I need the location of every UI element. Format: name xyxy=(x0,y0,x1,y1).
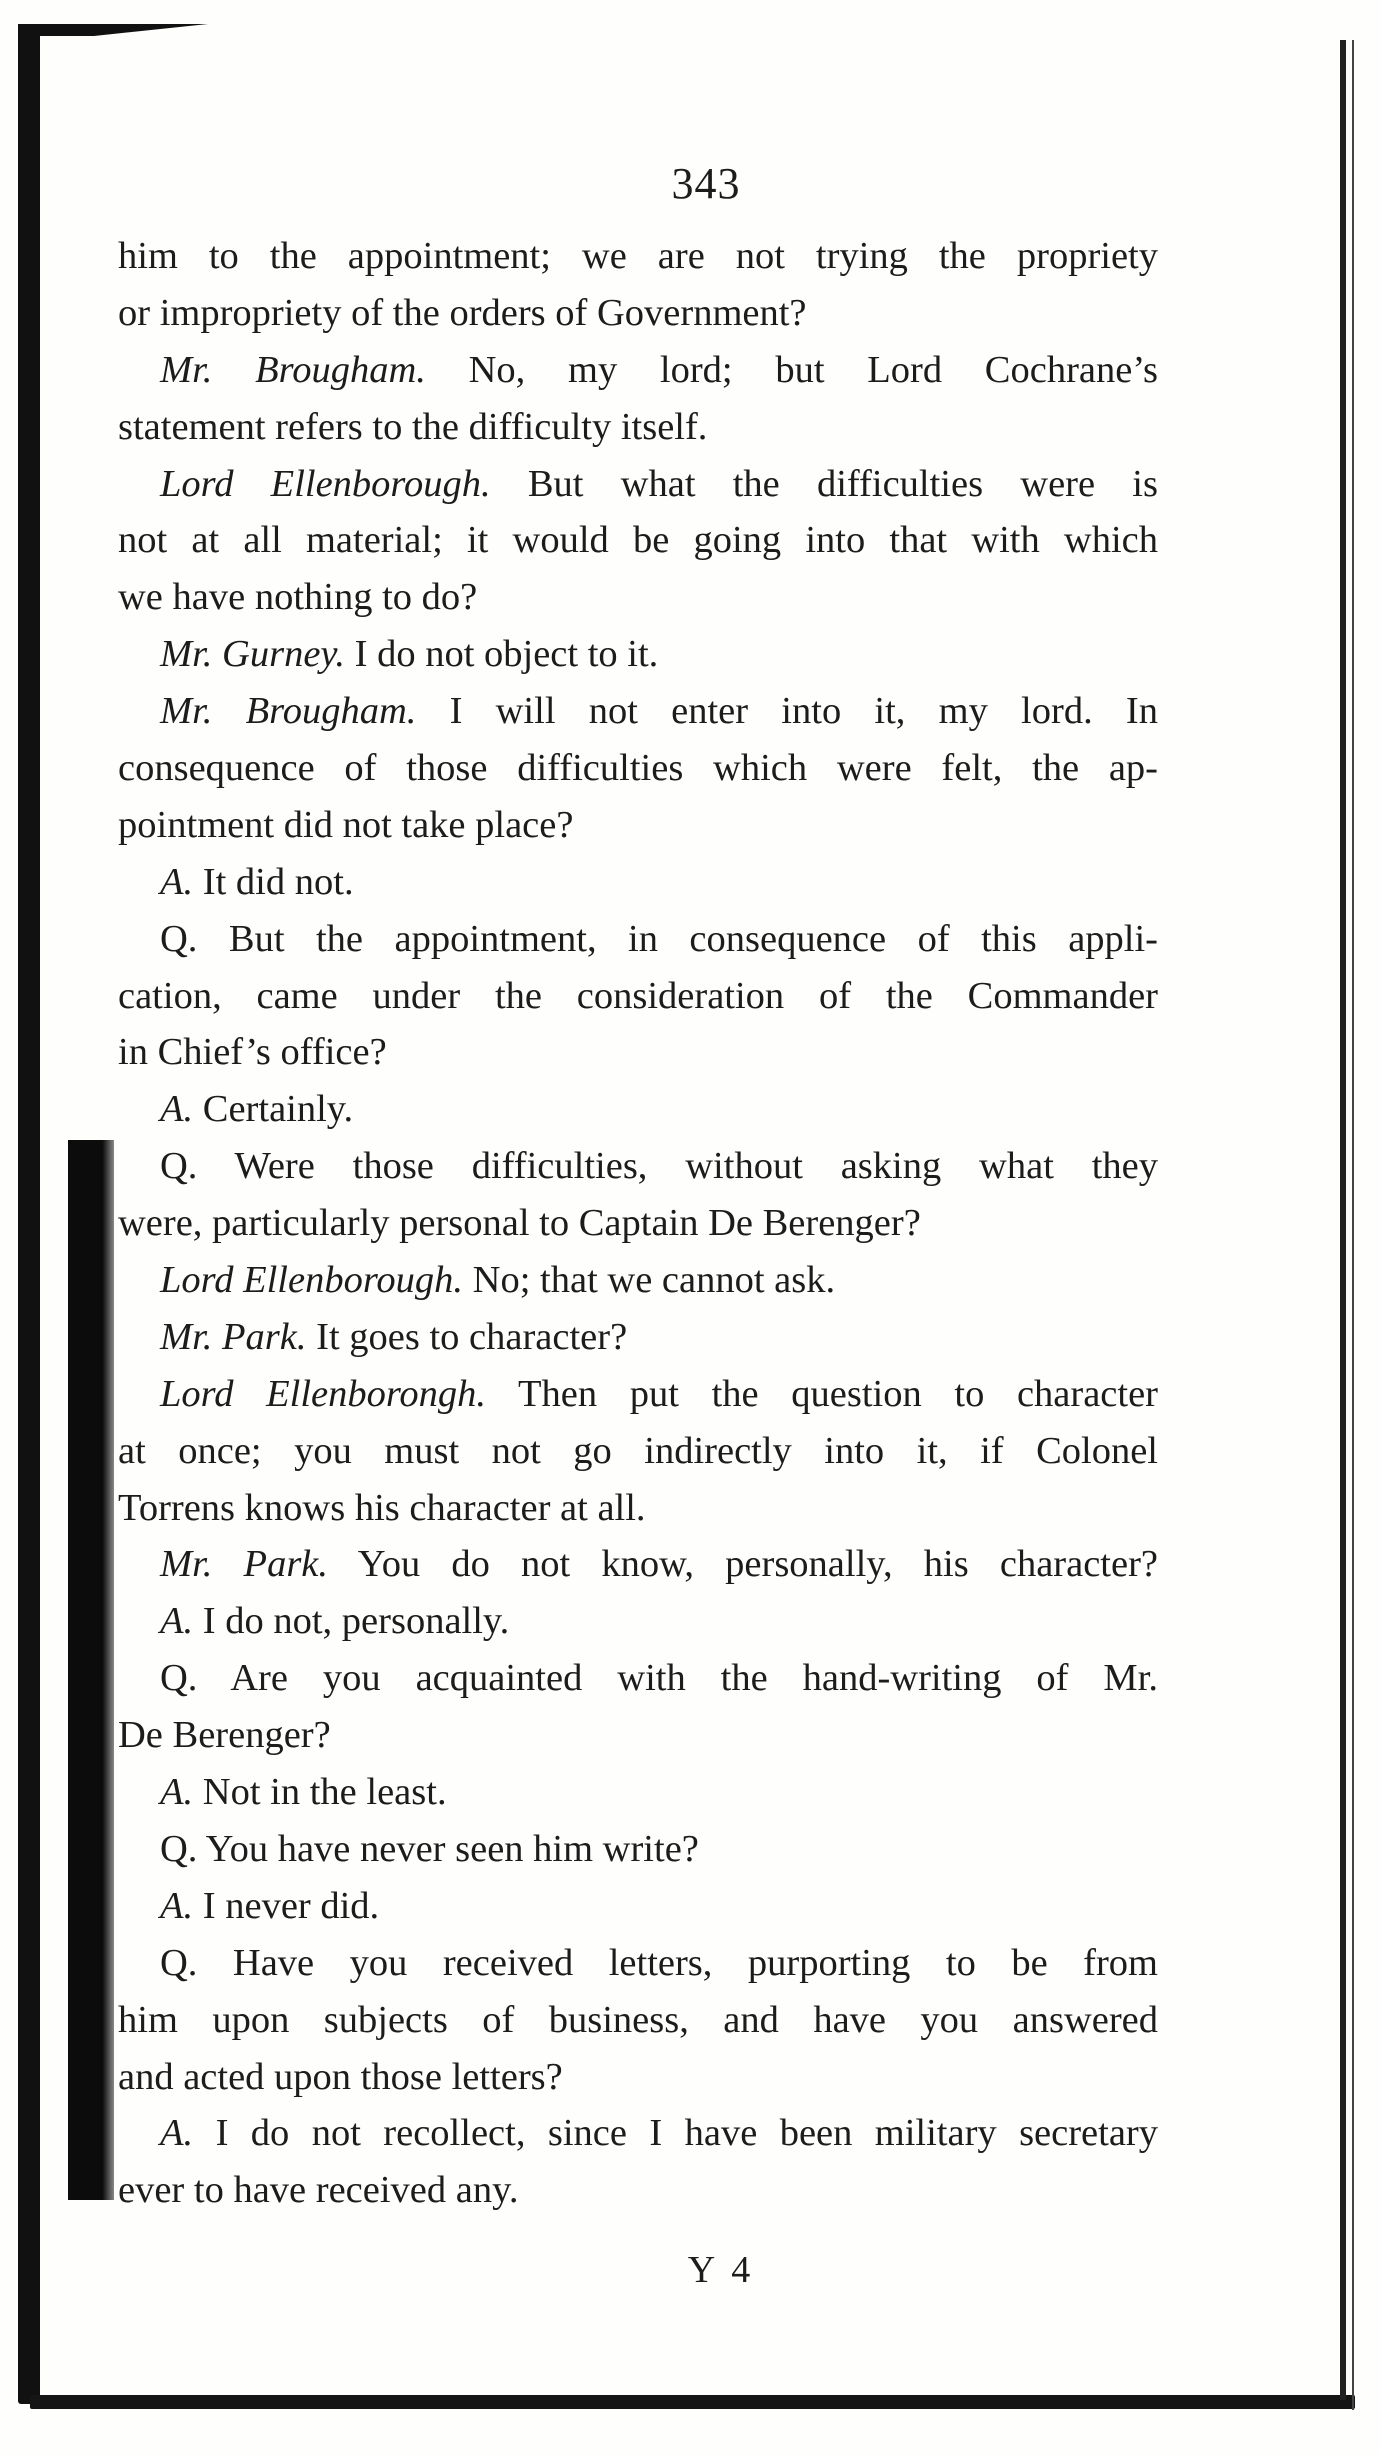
line-text: No, my lord; but Lord Cochrane’s xyxy=(425,348,1158,391)
line-text: him to the appointment; we are not trying the propriety xyxy=(118,235,1158,277)
line-text: or impropriety of the orders of Government? xyxy=(118,291,807,334)
line-text: Then put the question to character xyxy=(486,1372,1158,1415)
text-line xyxy=(118,1992,1158,2049)
text-line xyxy=(118,2049,1158,2106)
text-line xyxy=(118,512,1158,569)
scan-binding-edge-top xyxy=(18,24,208,36)
line-text: Q. xyxy=(160,1145,198,1188)
line-text: Q. xyxy=(160,917,198,960)
text-line xyxy=(118,1024,1158,1081)
speaker-label: A. xyxy=(160,860,194,903)
line-text: were, particularly personal to Captain De Berenger? xyxy=(118,1202,921,1245)
line-text: Are you acquainted with the hand-writing of Mr. xyxy=(197,1657,1158,1700)
scan-binding-edge-left xyxy=(18,24,40,2404)
speaker-label: Lord Ellenborough. xyxy=(160,462,491,505)
text-line xyxy=(118,911,1158,968)
page-number: 343 xyxy=(671,159,741,208)
line-text: Q. xyxy=(160,1941,198,1984)
text-line xyxy=(118,1935,1158,1992)
line-text: statement refers to the difficulty itself. xyxy=(118,405,708,448)
text-line xyxy=(118,1764,1158,1821)
speaker-label: Mr. Brougham. xyxy=(160,348,426,391)
text-line xyxy=(118,1878,1158,1935)
gutter-shadow xyxy=(68,1140,114,2200)
line-text: I will not enter into it, my lord. In xyxy=(416,690,1158,733)
line-text: I never did. xyxy=(193,1884,380,1927)
signature-mark: Y 4 xyxy=(687,2249,755,2291)
text-line xyxy=(118,1309,1158,1366)
line-text: But the appointment, in consequence of this appli- xyxy=(197,917,1158,960)
line-text: Q. xyxy=(160,1657,198,1700)
scan-page-edge-right xyxy=(1340,40,1346,2400)
text-line xyxy=(118,342,1158,399)
text-line xyxy=(118,1195,1158,1252)
line-text: De Berenger? xyxy=(118,1714,331,1757)
speaker-label: A. xyxy=(160,1884,194,1927)
text-line xyxy=(118,854,1158,911)
text-line xyxy=(118,1138,1158,1195)
scan-page-edge-right-thin xyxy=(1352,40,1354,2410)
line-text: Q. xyxy=(160,1827,198,1870)
line-text: Certainly. xyxy=(193,1088,354,1131)
text-line xyxy=(118,1423,1158,1480)
line-text: Not in the least. xyxy=(193,1771,447,1814)
line-text: It goes to character? xyxy=(306,1315,628,1358)
text-line xyxy=(118,399,1158,456)
text-line xyxy=(118,1252,1158,1309)
speaker-label: Mr. Park. xyxy=(160,1543,329,1586)
speaker-label: A. xyxy=(160,1600,194,1643)
text-line xyxy=(118,2105,1158,2162)
speaker-label: Mr. Gurney. xyxy=(160,633,345,676)
text-line xyxy=(118,1821,1158,1878)
speaker-label: A. xyxy=(160,1771,194,1814)
text-line xyxy=(118,1081,1158,1138)
line-text: Were those difficulties, without asking what they xyxy=(197,1145,1158,1188)
text-line xyxy=(118,1366,1158,1423)
text-line xyxy=(118,683,1158,740)
line-text: Torrens knows his character at all. xyxy=(118,1486,646,1529)
body-text xyxy=(118,228,1158,2219)
line-text: in Chief’s office? xyxy=(118,1031,387,1074)
line-text: It did not. xyxy=(193,860,354,903)
text-line xyxy=(118,1536,1158,1593)
text-line xyxy=(118,1593,1158,1650)
text-line xyxy=(118,2162,1158,2219)
line-text: I do not recollect, since I have been military secretary xyxy=(193,2112,1158,2155)
line-text: No; that we cannot ask. xyxy=(463,1259,836,1302)
line-text: I do not, personally. xyxy=(193,1600,510,1643)
line-text: I do not object to it. xyxy=(345,633,659,676)
speaker-label: A. xyxy=(160,2112,194,2155)
text-line xyxy=(118,569,1158,626)
text-line xyxy=(118,228,1158,285)
text-line xyxy=(118,797,1158,854)
scan-binding-edge-bottom xyxy=(30,2395,1355,2409)
text-line xyxy=(118,1650,1158,1707)
text-line xyxy=(118,968,1158,1025)
line-text: not at all material; it would be going into that with which xyxy=(118,519,1158,562)
speaker-label: Lord Ellenborough. xyxy=(160,1259,464,1302)
line-text: at once; you must not go indirectly into it, if Colonel xyxy=(118,1429,1158,1472)
line-text: pointment did not take place? xyxy=(118,803,574,846)
line-text: consequence of those difficulties which were felt, the ap- xyxy=(118,747,1158,790)
speaker-label: Mr. Brougham. xyxy=(160,690,417,733)
line-text: him upon subjects of business, and have you answered xyxy=(118,1998,1158,2041)
text-line xyxy=(118,626,1158,683)
line-text: we have nothing to do? xyxy=(118,576,478,619)
line-text: and acted upon those letters? xyxy=(118,2055,563,2098)
line-text: You have never seen him write? xyxy=(197,1827,699,1870)
line-text: cation, came under the consideration of the Commander xyxy=(118,974,1158,1017)
text-line xyxy=(118,1707,1158,1764)
text-line xyxy=(118,285,1158,342)
speaker-label: A. xyxy=(160,1088,194,1131)
line-text: But what the difficulties were is xyxy=(490,462,1158,505)
speaker-label: Lord Ellenborongh. xyxy=(160,1372,487,1415)
text-line xyxy=(118,1480,1158,1537)
line-text: Have you received letters, purporting to be from xyxy=(197,1941,1158,1984)
line-text: You do not know, personally, his character? xyxy=(328,1543,1158,1586)
line-text: ever to have received any. xyxy=(118,2169,519,2212)
text-line xyxy=(118,740,1158,797)
speaker-label: Mr. Park. xyxy=(160,1315,307,1358)
text-line xyxy=(118,456,1158,513)
